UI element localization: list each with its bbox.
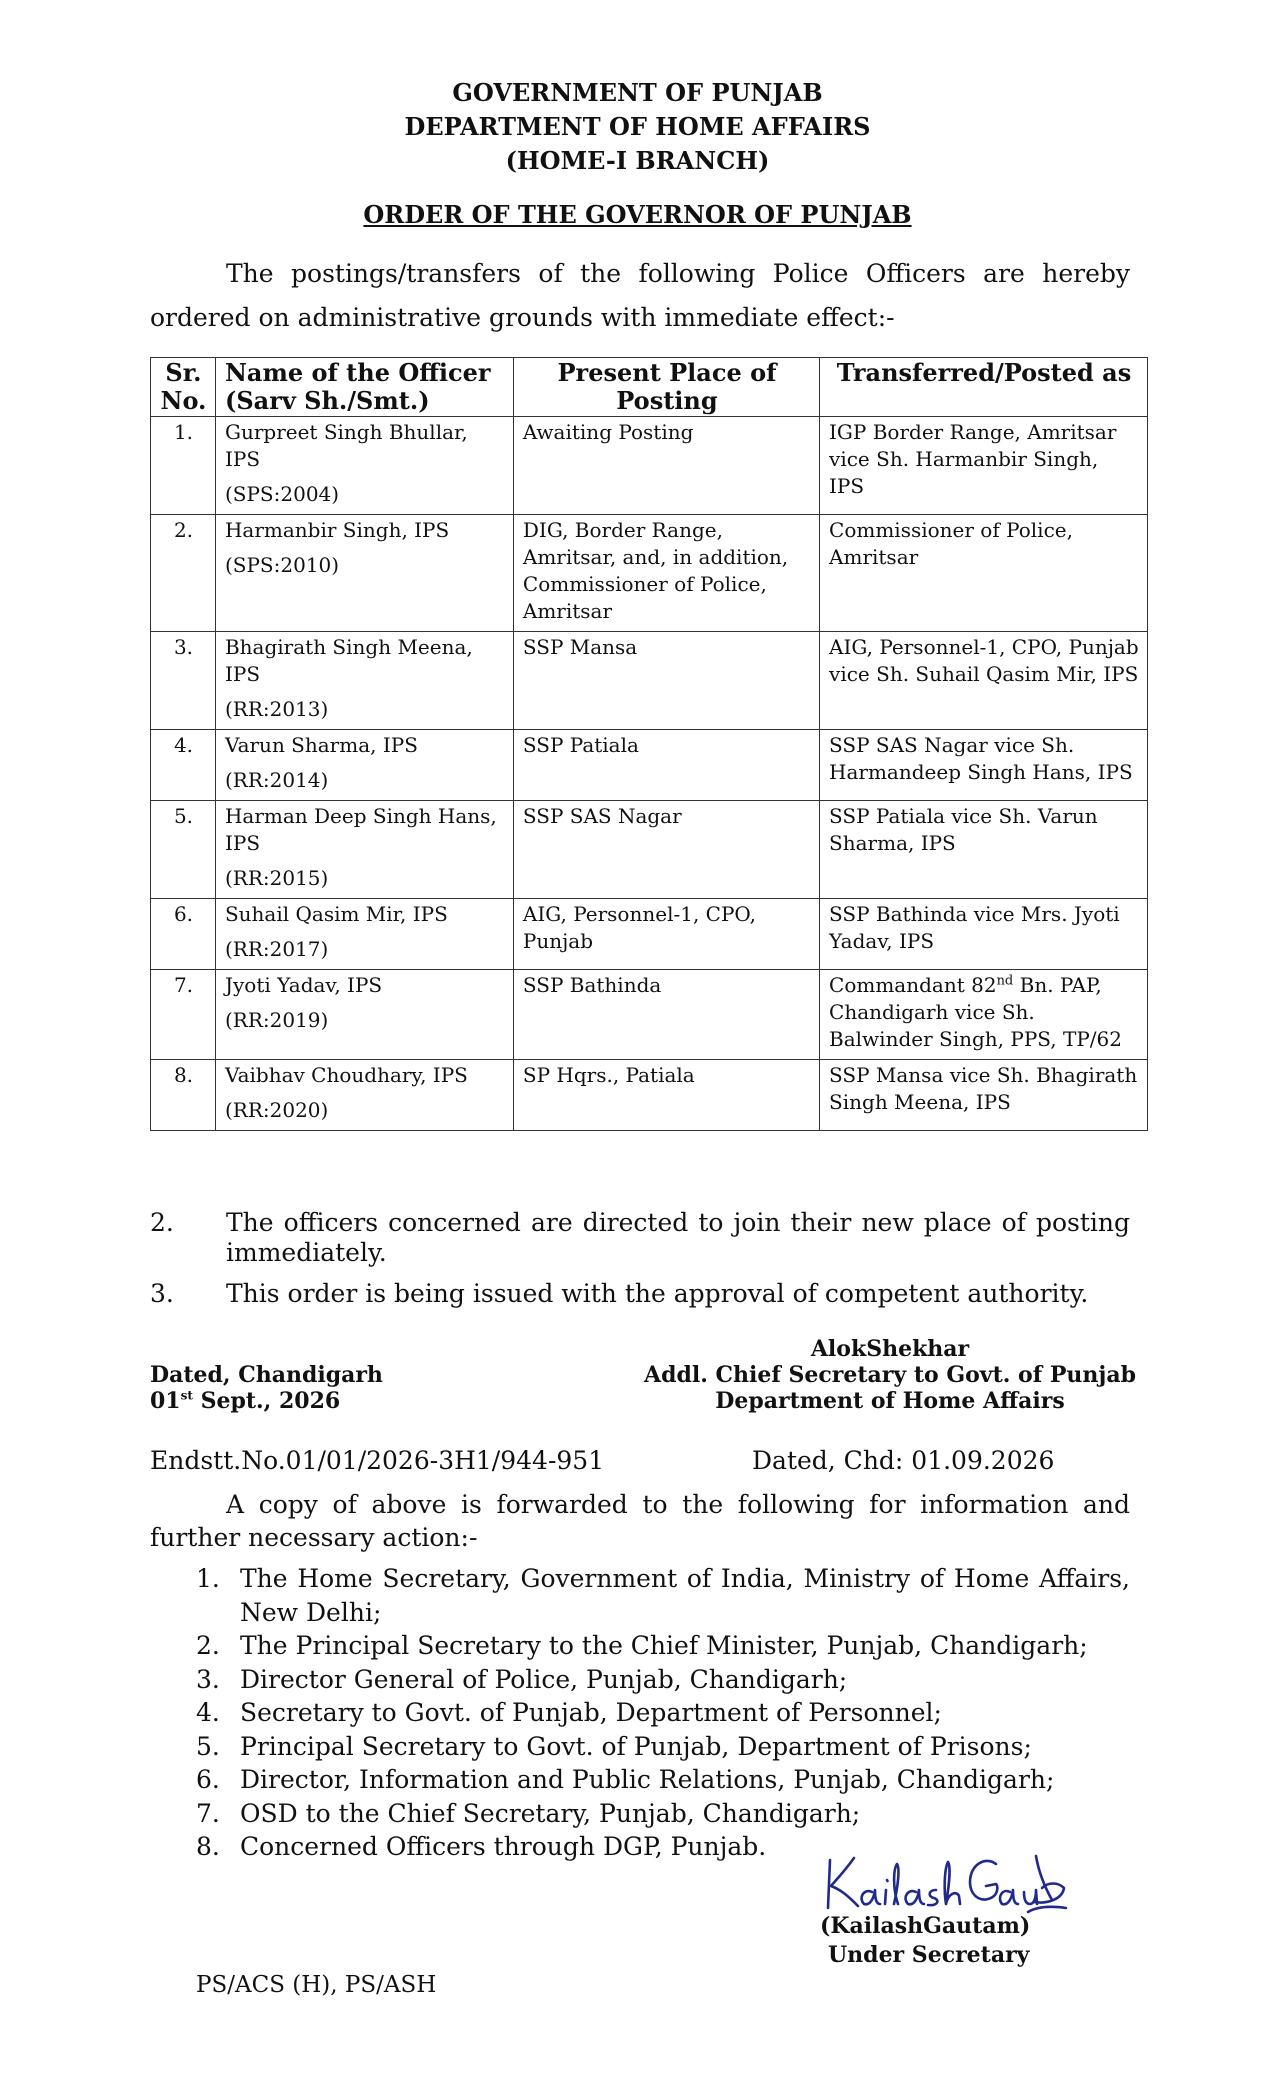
transferred-as: Bn. PAP, Chandigarh vice Sh. Balwinder Singh, PPS, TP/62 [829, 973, 1122, 1051]
list-number: 6. [196, 1765, 220, 1794]
officer-service: (SPS:2010) [224, 553, 340, 577]
transferred-as: SSP Mansa vice Sh. Bhagirath Singh Meena, IPS [820, 1060, 1148, 1131]
officer-name-cell [215, 1060, 513, 1131]
officer-name: Gurpreet Singh Bhullar, IPS [224, 420, 468, 471]
present-posting: SP Hqrs., Patiala [513, 1060, 819, 1131]
distribution-list [196, 1562, 1130, 1864]
recipient: The Home Secretary, Government of India, Ministry of Home Affairs, New Delhi; [240, 1564, 1130, 1627]
present-posting: Awaiting Posting [513, 417, 819, 515]
transferred-as: AIG, Personnel-1, CPO, Punjab vice Sh. Suhail Qasim Mir, IPS [820, 632, 1148, 730]
copy-forward-intro [150, 1488, 1130, 1554]
present-posting: DIG, Border Range, Amritsar, and, in addition, Commissioner of Police, Amritsar [513, 515, 819, 632]
recipient: The Principal Secretary to the Chief Minister, Punjab, Chandigarh; [240, 1631, 1088, 1660]
recipient: Secretary to Govt. of Punjab, Department of Personnel; [240, 1698, 942, 1727]
copy-forward-text: A copy of above is forwarded to the following for information and further necessary action:- [150, 1490, 1130, 1552]
postings-table [150, 357, 1148, 1131]
officer-service: (RR:2020) [224, 1098, 329, 1122]
header-government: GOVERNMENT OF PUNJAB [452, 78, 823, 107]
list-item [196, 1797, 1130, 1831]
officer-service: (RR:2017) [224, 937, 329, 961]
recipient: OSD to the Chief Secretary, Punjab, Chandigarh; [240, 1798, 861, 1828]
signatory-name: AlokShekhar [810, 1336, 970, 1362]
transferred-as: IGP Border Range, Amritsar vice Sh. Harmanbir Singh, IPS [820, 417, 1148, 515]
table-row [151, 899, 1148, 970]
list-number: 4. [196, 1698, 220, 1727]
officer-name-cell [215, 515, 513, 632]
present-posting: SSP Patiala [513, 730, 819, 801]
under-secretary-designation: Under Secretary [828, 1942, 1030, 1968]
sr-no: 8. [151, 1060, 216, 1131]
list-item [196, 1629, 1130, 1663]
header-branch: (HOME-I BRANCH) [505, 146, 770, 175]
table-row [151, 417, 1148, 515]
intro-text: The postings/transfers of the following Police Officers are hereby ordered on administrative grounds with immediate effect:- [150, 259, 1130, 332]
present-posting: SSP SAS Nagar [513, 801, 819, 899]
officer-name-cell [215, 417, 513, 515]
recipient: Director General of Police, Punjab, Chandigarh; [240, 1664, 848, 1694]
paragraph-2 [150, 1208, 1130, 1268]
date-day: 01 [150, 1388, 181, 1414]
order-title: ORDER OF THE GOVERNOR OF PUNJAB [363, 200, 912, 229]
list-number: 7. [196, 1798, 220, 1828]
list-number: 2. [196, 1631, 220, 1660]
header-officer-name: Name of the Officer (Sarv Sh./Smt.) [215, 358, 513, 417]
list-number: 1. [196, 1564, 220, 1593]
list-number: 5. [196, 1731, 220, 1761]
sr-no: 6. [151, 899, 216, 970]
officer-name: Bhagirath Singh Meena, IPS [224, 635, 473, 686]
paragraph-3 [150, 1279, 1130, 1309]
officer-name-cell [215, 730, 513, 801]
table-row [151, 632, 1148, 730]
transferred-as-cell [820, 970, 1148, 1060]
dated-date [150, 1388, 340, 1414]
officer-name-cell [215, 899, 513, 970]
transferred-as-prefix: Commandant 82 [829, 973, 997, 997]
sr-no: 1. [151, 417, 216, 515]
sr-no: 5. [151, 801, 216, 899]
officer-name: Jyoti Yadav, IPS [224, 973, 383, 997]
paragraph-text: The officers concerned are directed to join their new place of posting immediately. [226, 1208, 1130, 1267]
officer-name: Suhail Qasim Mir, IPS [224, 902, 448, 926]
present-posting: SSP Bathinda [513, 970, 819, 1060]
transferred-as: SSP Patiala vice Sh. Varun Sharma, IPS [820, 801, 1148, 899]
officer-name-cell [215, 970, 513, 1060]
date-ordinal: st [180, 1388, 193, 1403]
signatory-designation: Addl. Chief Secretary to Govt. of Punjab [644, 1362, 1136, 1388]
officer-service: (RR:2019) [224, 1008, 329, 1032]
list-item [196, 1663, 1130, 1697]
officer-service: (RR:2014) [224, 768, 329, 792]
officer-name: Varun Sharma, IPS [224, 733, 418, 757]
recipient: Concerned Officers through DGP, Punjab. [240, 1832, 767, 1861]
sr-no: 2. [151, 515, 216, 632]
officer-service: (SPS:2004) [224, 482, 340, 506]
officer-name-cell [215, 632, 513, 730]
paragraph-number: 2. [150, 1208, 174, 1237]
dated-place: Dated, Chandigarh [150, 1362, 383, 1388]
list-number: 3. [196, 1664, 220, 1694]
copy-to-ps: PS/ACS (H), PS/ASH [196, 1972, 437, 1998]
recipient: Principal Secretary to Govt. of Punjab, Department of Prisons; [240, 1731, 1032, 1761]
header-sr-no: Sr. No. [151, 358, 216, 417]
officer-service: (RR:2015) [224, 866, 329, 890]
list-number: 8. [196, 1832, 220, 1861]
date-rest: Sept., 2026 [192, 1388, 341, 1414]
transferred-as: Commissioner of Police, Amritsar [820, 515, 1148, 632]
handwritten-signature [820, 1842, 1070, 1922]
table-row [151, 801, 1148, 899]
list-item [196, 1562, 1130, 1629]
transferred-as: SSP SAS Nagar vice Sh. Harmandeep Singh Hans, IPS [820, 730, 1148, 801]
present-posting: AIG, Personnel-1, CPO, Punjab [513, 899, 819, 970]
paragraph-text: This order is being issued with the approval of competent authority. [226, 1279, 1089, 1308]
officer-service: (RR:2013) [224, 697, 329, 721]
table-row [151, 515, 1148, 632]
endorsement-date: Dated, Chd: 01.09.2026 [752, 1446, 1055, 1475]
paragraph-number: 3. [150, 1279, 174, 1308]
under-secretary-name: (KailashGautam) [820, 1913, 1031, 1939]
signatory-department: Department of Home Affairs [715, 1388, 1065, 1414]
list-item [196, 1696, 1130, 1730]
endorsement-number: Endstt.No.01/01/2026-3H1/944-951 [150, 1446, 605, 1475]
officer-name: Harman Deep Singh Hans, IPS [224, 804, 497, 855]
sr-no: 7. [151, 970, 216, 1060]
ordinal-suffix: nd [996, 973, 1014, 989]
header-present-posting: Present Place of Posting [513, 358, 819, 417]
officer-name: Vaibhav Choudhary, IPS [224, 1063, 468, 1087]
recipient: Director, Information and Public Relations, Punjab, Chandigarh; [240, 1765, 1055, 1794]
table-row [151, 730, 1148, 801]
intro-paragraph [150, 252, 1130, 340]
table-header-row [151, 358, 1148, 417]
present-posting: SSP Mansa [513, 632, 819, 730]
list-item [196, 1730, 1130, 1764]
table-row [151, 970, 1148, 1060]
list-item [196, 1763, 1130, 1797]
sr-no: 4. [151, 730, 216, 801]
sr-no: 3. [151, 632, 216, 730]
header-transferred-as: Transferred/Posted as [820, 358, 1148, 417]
header-department: DEPARTMENT OF HOME AFFAIRS [404, 112, 871, 141]
officer-name: Harmanbir Singh, IPS [224, 518, 450, 542]
table-row [151, 1060, 1148, 1131]
transferred-as: SSP Bathinda vice Mrs. Jyoti Yadav, IPS [820, 899, 1148, 970]
officer-name-cell [215, 801, 513, 899]
